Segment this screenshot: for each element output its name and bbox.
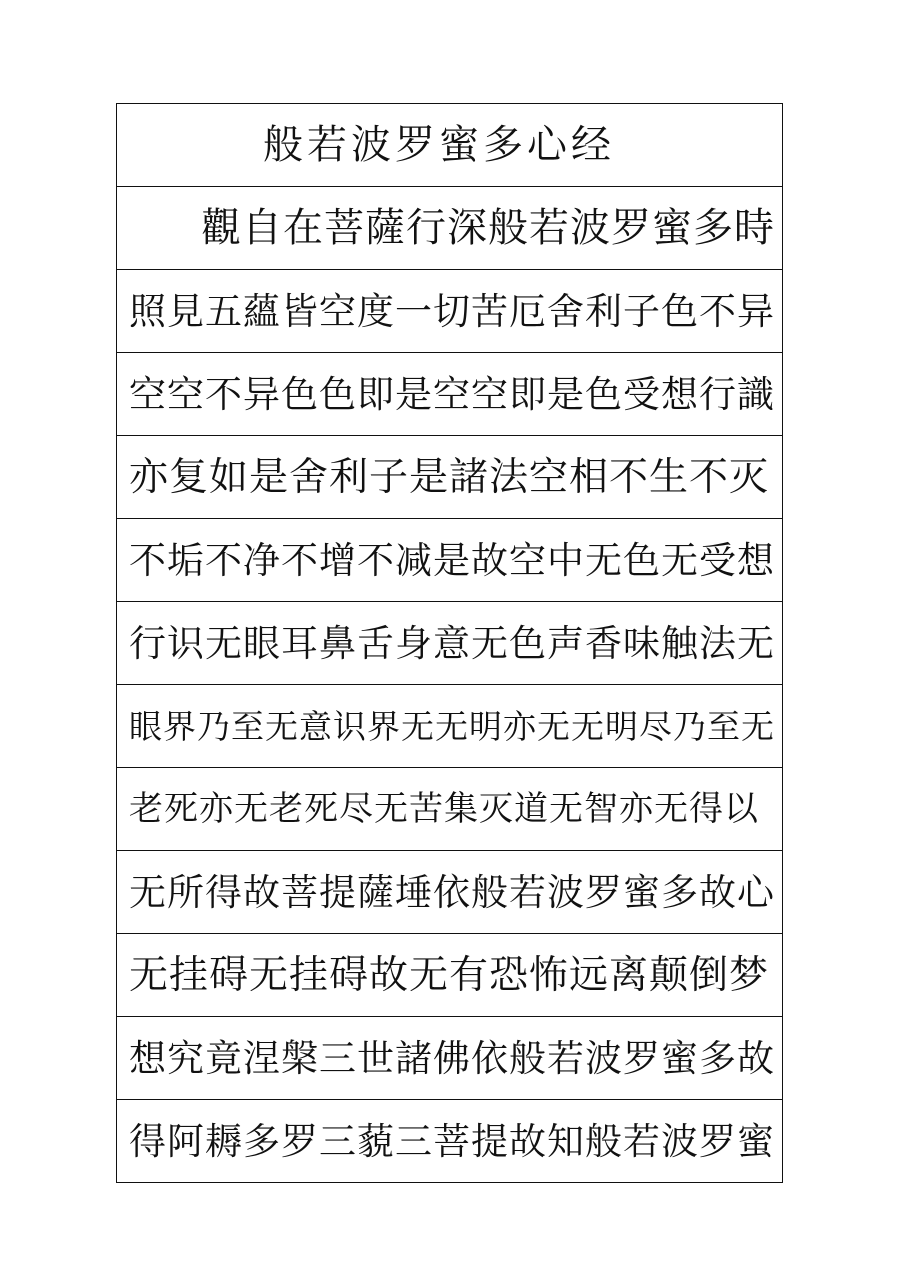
text-line: 亦复如是舍利子是諸法空相不生不灭 [129,454,770,500]
text-row [117,685,782,768]
text-row [117,851,782,934]
title-row [117,104,782,187]
text-row [117,270,782,353]
text-row [117,519,782,602]
text-line: 无所得故菩提薩埵依般若波罗蜜多故心 [129,870,775,914]
text-row [117,768,782,851]
text-line: 觀自在菩薩行深般若波罗蜜多時 [201,205,775,251]
text-line: 眼界乃至无意识界无无明亦无无明尽乃至无 [129,706,775,746]
text-row [117,353,782,436]
sutra-title: 般若波罗蜜多心经 [263,122,615,168]
text-row [117,436,782,519]
text-line: 不垢不净不增不减是故空中无色无受想 [129,538,775,582]
text-line: 无挂碍无挂碍故无有恐怖远离颠倒梦 [129,952,770,998]
text-row [117,1017,782,1100]
text-line: 得阿耨多罗三藐三菩提故知般若波罗蜜 [129,1119,775,1163]
text-row [117,187,782,270]
text-line: 空空不异色色即是空空即是色受想行識 [129,372,775,416]
text-line: 照見五蘊皆空度一切苦厄舍利子色不异 [129,289,775,333]
text-row [117,602,782,685]
calligraphy-practice-sheet [116,103,783,1183]
text-line: 老死亦无老死尽无苦集灭道无智亦无得以 [129,789,759,829]
text-row [117,1100,782,1182]
text-line: 行识无眼耳鼻舌身意无色声香味触法无 [129,621,775,665]
text-line: 想究竟涅槃三世諸佛依般若波罗蜜多故 [129,1036,775,1080]
text-row [117,934,782,1017]
